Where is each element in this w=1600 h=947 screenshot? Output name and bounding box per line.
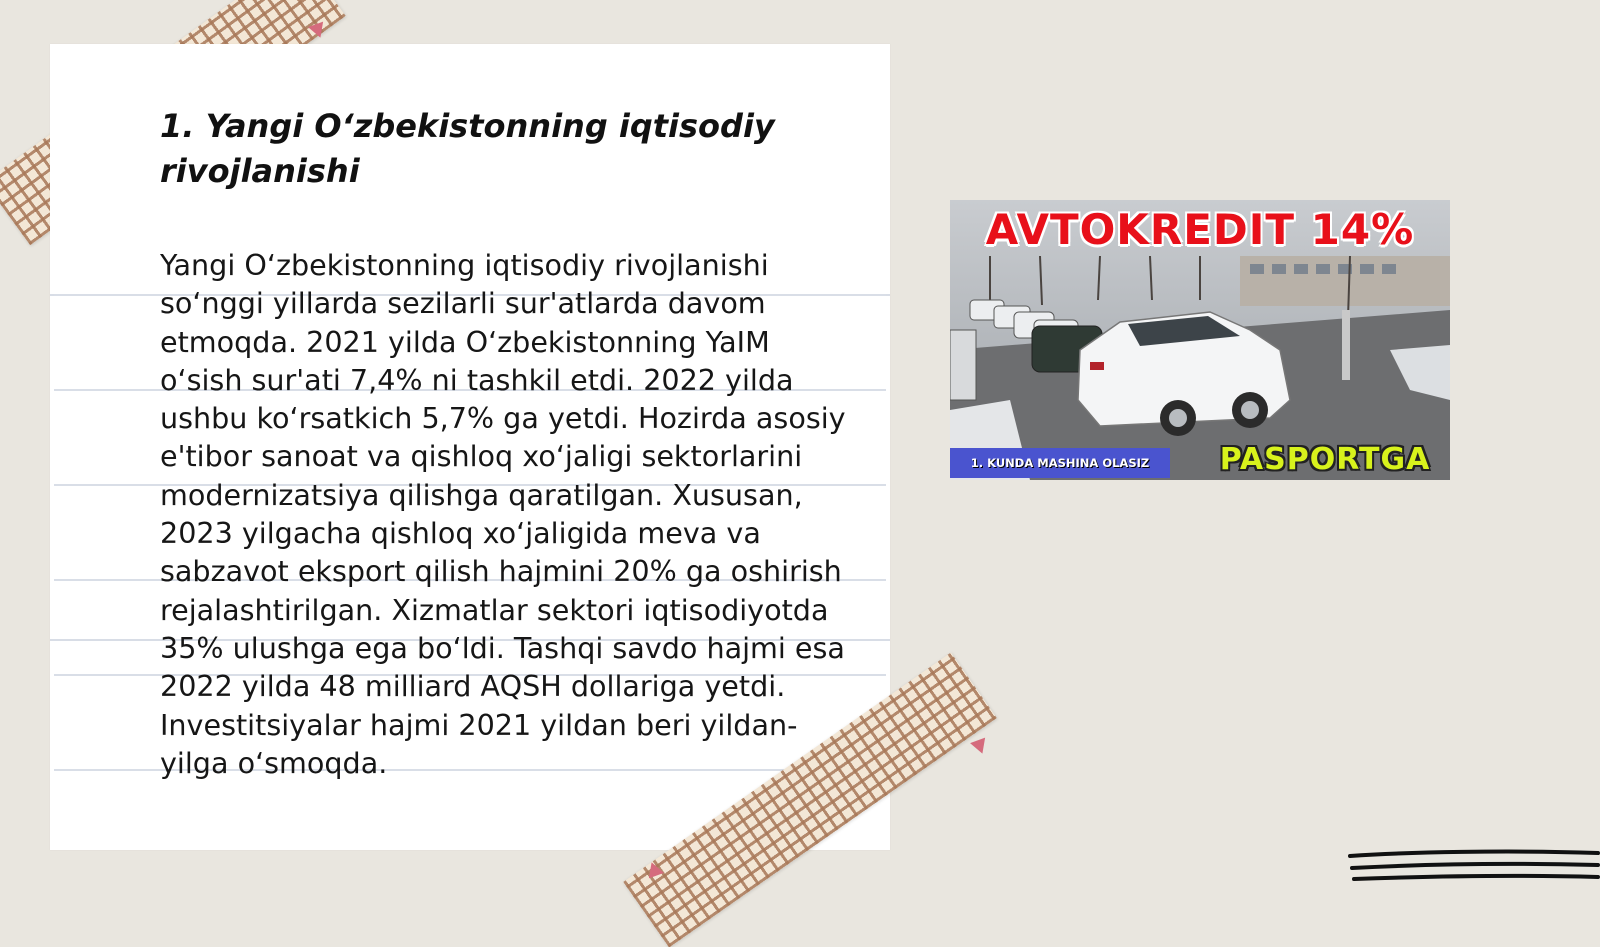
pin-icon: [970, 738, 990, 757]
slide-body-text: Yangi O‘zbekistonning iqtisodiy rivojlanishi so‘nggi yillarda sezilarli sur'atlarda davom etmoqda. 2021 yilda O‘zbekistonning YaIM o‘sish sur'ati 7,4% ni tashkil etdi. 2022 yilda ushbu ko‘rsatkich 5,7% ga yetdi. Hozirda asosiy e'tibor sanoat va qishloq xo‘jaligi sektorlarini modernizatsiya qilishga qaratilgan. Xususan, 2023 yilgacha qishloq xo‘jaligida meva va sabzavot eksport qilish hajmini 20% ga oshirish rejalashtirilgan. Xizmatlar sektori iqtisodiyotda 35% ulushga ega bo‘ldi. Tashqi savdo hajmi esa 2022 yilda 48 milliard AQSH dollariga yetdi. Investitsiyalar hajmi 2021 yildan beri yildan-yilga o‘smoqda.: [160, 248, 846, 780]
ad-badge-text: PASPORTGA: [1219, 442, 1431, 477]
ad-strip-text: 1. KUNDA MASHINA OLASIZ: [950, 448, 1170, 478]
car-ad-image: [950, 200, 1450, 480]
ad-headline: AVTOKREDIT 14%: [985, 205, 1415, 254]
note-paper: [50, 44, 890, 850]
scribble-decoration: [1348, 848, 1600, 888]
slide-title: 1. Yangi O‘zbekistonning iqtisodiy rivojlanishi: [160, 107, 775, 190]
